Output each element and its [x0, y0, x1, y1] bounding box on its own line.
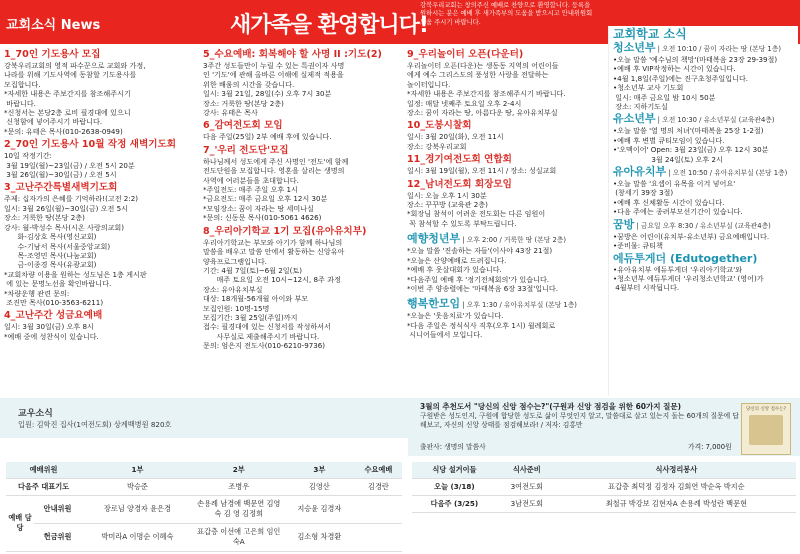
- book-publisher: 출판사: 생명의 말씀사: [420, 443, 486, 451]
- page-title: 새가족을 환영합니다!: [230, 13, 428, 38]
- table-cell: 조병우: [194, 478, 284, 495]
- news-body: 일시: 3월 30일(금) 오후 8시 *예배 중에 성찬식이 있습니다.: [4, 322, 99, 341]
- member-news-panel: [0, 398, 408, 438]
- meal-service-table: [412, 462, 796, 513]
- member-news-line: 입원: 김학진 집사(1여전도회) 상계백병원 820호: [18, 420, 172, 429]
- school-title-text: 유소년부: [613, 112, 656, 126]
- member-news-title: 교우소식: [18, 409, 53, 419]
- school-title-text: 유아유치부: [613, 165, 667, 179]
- table-cell: 오늘 (3/18): [412, 478, 497, 495]
- school-title: [613, 42, 798, 55]
- news-body: 다음 주일(25일) 2부 예배 후에 있습니다.: [203, 132, 332, 142]
- school-body: •유아유치부 에듀투게더 '우리아기학교'와 •청소년부 에듀투게더 '우리청소년학교' (영어)가 4월부터 시작됩니다.: [613, 264, 764, 293]
- news-title: 4_고난주간 성금요예배: [4, 310, 103, 322]
- table-cell: 표갑층 최덕정 김정자 김회연 박순옥 박지순: [557, 478, 796, 495]
- school-title-text: 에듀투게더 (Edutogether): [613, 251, 758, 265]
- table-header-row: [6, 462, 402, 478]
- school-heading: 교회학교 소식: [613, 27, 687, 41]
- book-price: 가격: 7,000원: [688, 443, 732, 451]
- table-cell: 다음주 대표기도: [6, 478, 81, 495]
- news-item: [203, 226, 403, 351]
- table-cell: 최철규 박강보 김현자A 손용례 박성란 백문현: [557, 495, 796, 512]
- news-item: [203, 145, 403, 223]
- table-cell: 김경란: [355, 478, 402, 495]
- school-item: [613, 166, 798, 217]
- news-body: 강북우리교회의 영적 파수꾼으로 교회와 가정, 나라를 위해 기도사역에 동참할 기도용사를 모집합니다. *자세한 내용은 주보간지를 참조해주시기 바랍니다. *신청서는 본당2층 로비 필경대에 있으니 신청함에 넣어주시기 바랍니다. *문의: 유태은 목사(010-2638-0949): [4, 61, 146, 136]
- table-cell: 안내위원: [34, 495, 81, 523]
- news-body: 10일 작정기간: 3월 19일(월)~23일(금) / 오전 5시 20분 3월 26일(월)~30일(금) / 오전 5시: [4, 151, 135, 180]
- news-item: [407, 49, 604, 117]
- news-title: [407, 298, 604, 311]
- table-cell: 장로님 양경자 윤은경: [81, 495, 194, 523]
- table-header: 1부: [81, 462, 194, 478]
- news-subtitle: | 오후 1:30 / 유아유치부실 (본당 1층): [460, 301, 577, 310]
- table-cell: [355, 495, 402, 523]
- news-item: [407, 233, 604, 293]
- table-cell: 다음주 (3/25): [412, 495, 497, 512]
- church-school-column: [608, 26, 798, 396]
- news-title: 6_감여전도회 모임: [203, 120, 283, 132]
- table-cell: 표갑층 이선애 고은희 임인숙A: [194, 523, 284, 551]
- table-cell: 지승윤 김경자: [284, 495, 355, 523]
- school-item: [613, 42, 798, 111]
- news-body: 일시: 3월 19일(월), 오전 11시 / 장소: 성실교회: [407, 166, 557, 176]
- table-cell: 손용례 남경애 백문연 김영숙 김 영 김정희: [194, 495, 284, 523]
- news-body: 하나님께서 성도에게 주신 사명인 '전도'에 함께 전도단원을 모집합니다. 영혼을 살리는 생명의 사역에 여러분들을 초대합니다. *주일전도: 매주 주일 오후 1시 *금요전도: 매주 금요일 오후 12시 30분 *모임장소: 꿈이 자라는 땅 세미나실 *문의: 신동문 목사(010-5061 4626): [203, 156, 349, 223]
- school-title-text: 청소년부: [613, 41, 656, 54]
- table-cell: 3여전도회: [497, 478, 557, 495]
- news-title: 12_남녀전도회 회장모임: [407, 178, 512, 190]
- table-cell: 박승준: [81, 478, 194, 495]
- table-header: 식사준비: [497, 462, 557, 478]
- school-item: [613, 113, 798, 164]
- table-cell: [355, 523, 402, 551]
- news-item: [203, 49, 403, 117]
- table-cell: 박미라A 이명순 이혜숙: [81, 523, 194, 551]
- news-body: 주제: 십자가의 은혜를 기억하라!(고전 2:2) 일시: 3월 26일(월)~30일(금) 오전 5시 장소: 거룩한 땅(본당 2층) 강사: 월-박성수 목사(시온 사랑의교회) 화-김상호 목사(영신교회) 수-기남서 목사(서울중앙교회) 목-조영민 목사(나눔교회) 금-이종경 목사(유광교회) *교회차량 이용을 원하는 성도님은 1층 게시판 에 있는 문명노선을 확인바랍니다. *차량운행 관련 문의: 조진만 목사(010-3563-6211): [4, 194, 147, 307]
- news-title: 5_수요예배: 회복해야 할 사명 II :기도(2): [203, 49, 382, 60]
- news-title: 1_70인 기도용사 모집: [4, 49, 101, 60]
- news-title-text: 행복한모임: [407, 297, 461, 311]
- school-subtitle: | 오전 10:30 / 유소년부실 (교육관4층): [655, 116, 775, 125]
- news-title: 7_'우리 전도단'모집: [203, 144, 289, 156]
- school-body: •오늘 말씀 '요셉이 유목을 이겨 넣어요' (창세기 39장 3절) •예배 후 신체활동 시간이 있습니다. •다음 주에는 종려부모선기간이 있습니다.: [613, 179, 743, 217]
- news-subtitle: | 오후 2:00 / 거룩한 땅 (본당 2층): [460, 236, 566, 245]
- news-item: [407, 120, 604, 151]
- school-body: •오늘 말씀 '열 명의 처녀'(마태복음 25장 1-2절) •예배 후 변별 큐티모임이 있습니다. •'오맥이어' Open: 3월 23일(금) 오후 12시 30분 3월 24일(토) 오후 2시: [613, 126, 769, 164]
- table-row: [6, 523, 402, 551]
- school-title: [613, 166, 798, 179]
- table-cell: 김소형 차경환: [284, 523, 355, 551]
- school-subtitle: | 오전 10:50 / 유아유치부실 (본당 1층): [666, 169, 788, 178]
- book-title: 3월의 추천도서 "당신의 신앙 점수는?"(구원과 신앙 점검을 위한 60가지 질문): [420, 402, 682, 411]
- school-body: •꿈방은 어린이(유치부-유소년부) 금요예배입니다. •준비물: 큐티책: [613, 231, 770, 251]
- section-label: 교회소식 News: [6, 18, 101, 33]
- table-header-row: [412, 462, 796, 478]
- book-recommendation: [408, 398, 800, 456]
- school-subtitle: | 금요일 오후 8:30 / 유소년부실 (교육관4층): [634, 221, 771, 230]
- news-column-1: [4, 46, 200, 342]
- news-title-text: 예향청년부: [407, 232, 461, 246]
- news-title: 8_우리아기학교 1기 모집(유아유치부): [203, 225, 367, 237]
- news-title: 3_고난주간특별새벽기도회: [4, 182, 118, 194]
- news-item: [407, 179, 604, 229]
- table-header: 3부: [284, 462, 355, 478]
- news-item: [4, 139, 200, 179]
- school-title-text: 꿈방: [613, 217, 635, 231]
- school-item: [613, 219, 798, 251]
- school-title: [613, 219, 798, 232]
- table-header: 식당 설거이들: [412, 462, 497, 478]
- table-row: [412, 478, 796, 495]
- news-title: 9_우리놀이터 오픈(다운터): [407, 49, 524, 60]
- news-column-2: [203, 46, 403, 352]
- news-title: 10_도봉시찰회: [407, 120, 472, 132]
- table-header: 예배위원: [6, 462, 81, 478]
- school-title: [613, 113, 798, 126]
- news-item: [407, 154, 604, 175]
- book-cover-illustration: [749, 415, 783, 445]
- news-title: 11_경기여전도회 연합회: [407, 154, 512, 166]
- news-column-3: [407, 46, 604, 341]
- table-cell: 김영산: [284, 478, 355, 495]
- table-cell: 헌금위원: [34, 523, 81, 551]
- table-header: 식사정리봉사: [557, 462, 796, 478]
- table-row: [412, 495, 796, 512]
- news-body: *오늘은 '웃음치료'가 있습니다. *다음 주일은 정식식사 직후(오후 1시) 월례회로 시니어들에서 모입니다.: [407, 311, 556, 340]
- book-cover-title: 당신의 신앙 점수는?: [745, 407, 787, 412]
- news-title: 2_70인 기도용사 10월 작정 새벽기도회: [4, 139, 177, 151]
- school-subtitle: | 오전 10:10 / 꿈이 자라는 땅 (본당 1층): [655, 45, 781, 53]
- table-cell: 3남전도회: [497, 495, 557, 512]
- news-body: *오늘 말씀 '진솔하는 자들'(이사야 43장 21절) *오늘은 산양예배로 드려집니다. *예배 후 웃살대회가 있습니다. *다음주일 예배 후 '정기전체회의'가 있습니다. *이번 주 양송렬에는 '마태복음 6장 33절'입니다.: [407, 246, 559, 293]
- news-body: 3주간 성도들만이 누릴 수 있는 특권이자 사명 인 '기도'에 관해 올바른 이해에 실제적 적용을 위한 배움의 시간을 갖습니다. 일시: 3월 21일, 28일(수) 오후 7시 30분 장소: 거룩한 땅(본당 2층) 강사: 유태은 목사: [203, 61, 345, 118]
- news-item: [407, 298, 604, 339]
- welcome-note: 강북우리교회는 창의주신 예배로 찬양으로 환영합니다. 등록을 원하시는 분은 예배 후 새가족부의 도움을 받으시고 안내위원회 도움 주시기 바랍니다.: [420, 2, 593, 26]
- school-item: [613, 253, 798, 293]
- news-title: [407, 233, 604, 246]
- news-item: [4, 49, 200, 136]
- news-item: [4, 182, 200, 307]
- news-body: 우리놀이터 오픈(다운)는 생동동 지역의 어린이들 에게 예수 그리스도의 풍성한 사랑을 전달하는 놀이터입니다. *자세한 내용은 주보간지를 참조해주시기 바랍니다. 일정: 매달 넷째주 토요일 오후 2-4시 장소: 꿈이 자라는 땅, 아름다운 땅, 유아유치부실: [407, 61, 566, 118]
- table-row: [6, 495, 402, 523]
- news-item: [4, 310, 200, 341]
- school-body: •오늘 말씀 '예수님의 책망'(마태복음 23장 29-39절) •예배 후 VIP작정하는 시간이 있습니다. •4월 1,8일(주일)에는 진구초청주일입니다. •청소년부 교사 기도회 일시: 매주 금요일 밤 10시 50분 장소: 지하기도실: [613, 55, 778, 112]
- worship-duty-table: [6, 462, 402, 552]
- news-body: 우리아기학교는 부모와 아기가 함께 하나님의 말씀을 배우고 말씀 안에서 활동하는 신앙유아 양육프로그램입니다. 기간: 4월 7일(토)~6월 2일(토) 매주 토요일 오전 10시~12시, 8주 과정 장소: 유아유치부실 대상: 18개월-56개월 아이와 부모 모집인원: 10명-15명 모집기간: 3월 25일(주일)까지 접수: 필경대에 있는 신청서를 작성하셔서 사무실로 제출해주시기 바랍니다. 문의: 엄은지 전도사(010-6210-9736): [203, 237, 345, 351]
- news-item: [203, 120, 403, 141]
- table-row: [6, 478, 402, 495]
- table-header: 2부: [194, 462, 284, 478]
- news-body: 일시: 오늘 오후 1시 30분 장소: 꾸꾸방 (교육관 2층) *회장님 참석이 어려운 전도회는 다른 임원이 꼭 참석할 수 있도록 부탁드립니다.: [407, 190, 546, 228]
- table-side-label: 예배 담당: [6, 495, 34, 551]
- school-title: [613, 253, 798, 265]
- book-description: 구원받은 성도인지, 구원에 합당한 성도로 삶이 무엇인지 알고, 말씀대로 살고 있는지 돌는 60개의 질문에 답해보고, 자신의 신앙 상태를 점검해보라! / 저자: 김홍만: [420, 412, 739, 429]
- book-cover-image: [741, 403, 791, 455]
- table-header: 수요예배: [355, 462, 402, 478]
- news-body: 일시: 3월 20일(화), 오전 11시 장소: 강북우리교회: [407, 132, 504, 151]
